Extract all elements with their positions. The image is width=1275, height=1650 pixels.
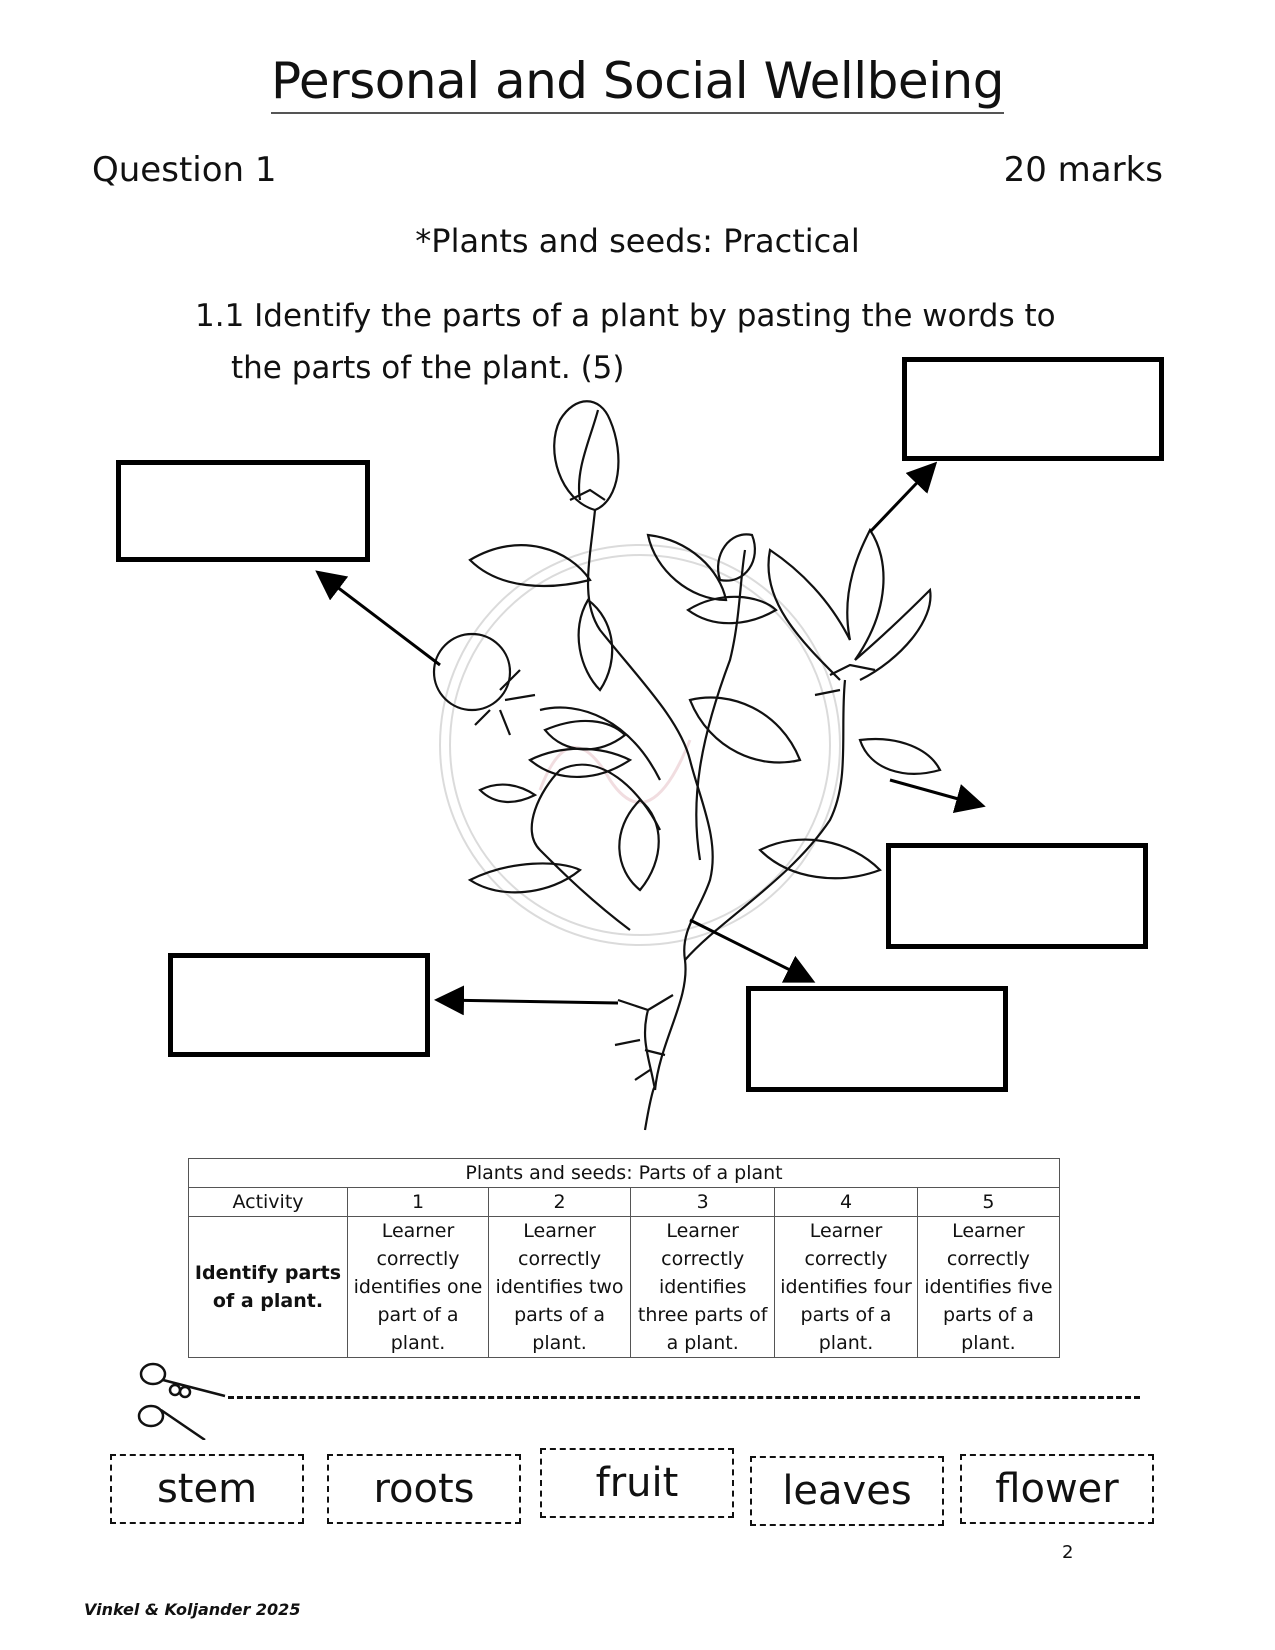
scissors-icon <box>135 1360 230 1440</box>
rubric-table <box>188 1158 1060 1358</box>
page-number: 2 <box>1062 1542 1074 1563</box>
question-label: Question 1 <box>92 150 277 190</box>
instruction: 1.1 Identify the parts of a plant by pasting the words to the parts of the plant. (5) <box>195 298 1056 386</box>
word-card-leaves[interactable]: leaves <box>750 1456 944 1526</box>
word-card-stem[interactable]: stem <box>110 1454 304 1524</box>
rubric-row: Identify parts of a plant. Learner correctly identifies one part of a plant. Learner correctly identifies two parts of a plant. Learner correctly identifies three parts of a plant. Learner correctly identifies four parts of a plant. Learner correctly identifies five parts of a plant. <box>189 1217 1060 1358</box>
page-title: Personal and Social Wellbeing <box>0 52 1275 110</box>
word-card-roots[interactable]: roots <box>327 1454 521 1524</box>
watermark <box>440 545 840 945</box>
rubric-header-row: Activity 1 2 3 4 5 <box>189 1188 1060 1217</box>
rubric-title: Plants and seeds: Parts of a plant <box>189 1159 1060 1188</box>
section-subtitle: *Plants and seeds: Practical <box>415 222 860 260</box>
marks-label: 20 marks <box>1003 150 1163 190</box>
cut-line <box>228 1396 1140 1399</box>
footer-credit: Vinkel & Koljander 2025 <box>84 1600 301 1619</box>
word-card-flower[interactable]: flower <box>960 1454 1154 1524</box>
word-card-fruit[interactable]: fruit <box>540 1448 734 1518</box>
